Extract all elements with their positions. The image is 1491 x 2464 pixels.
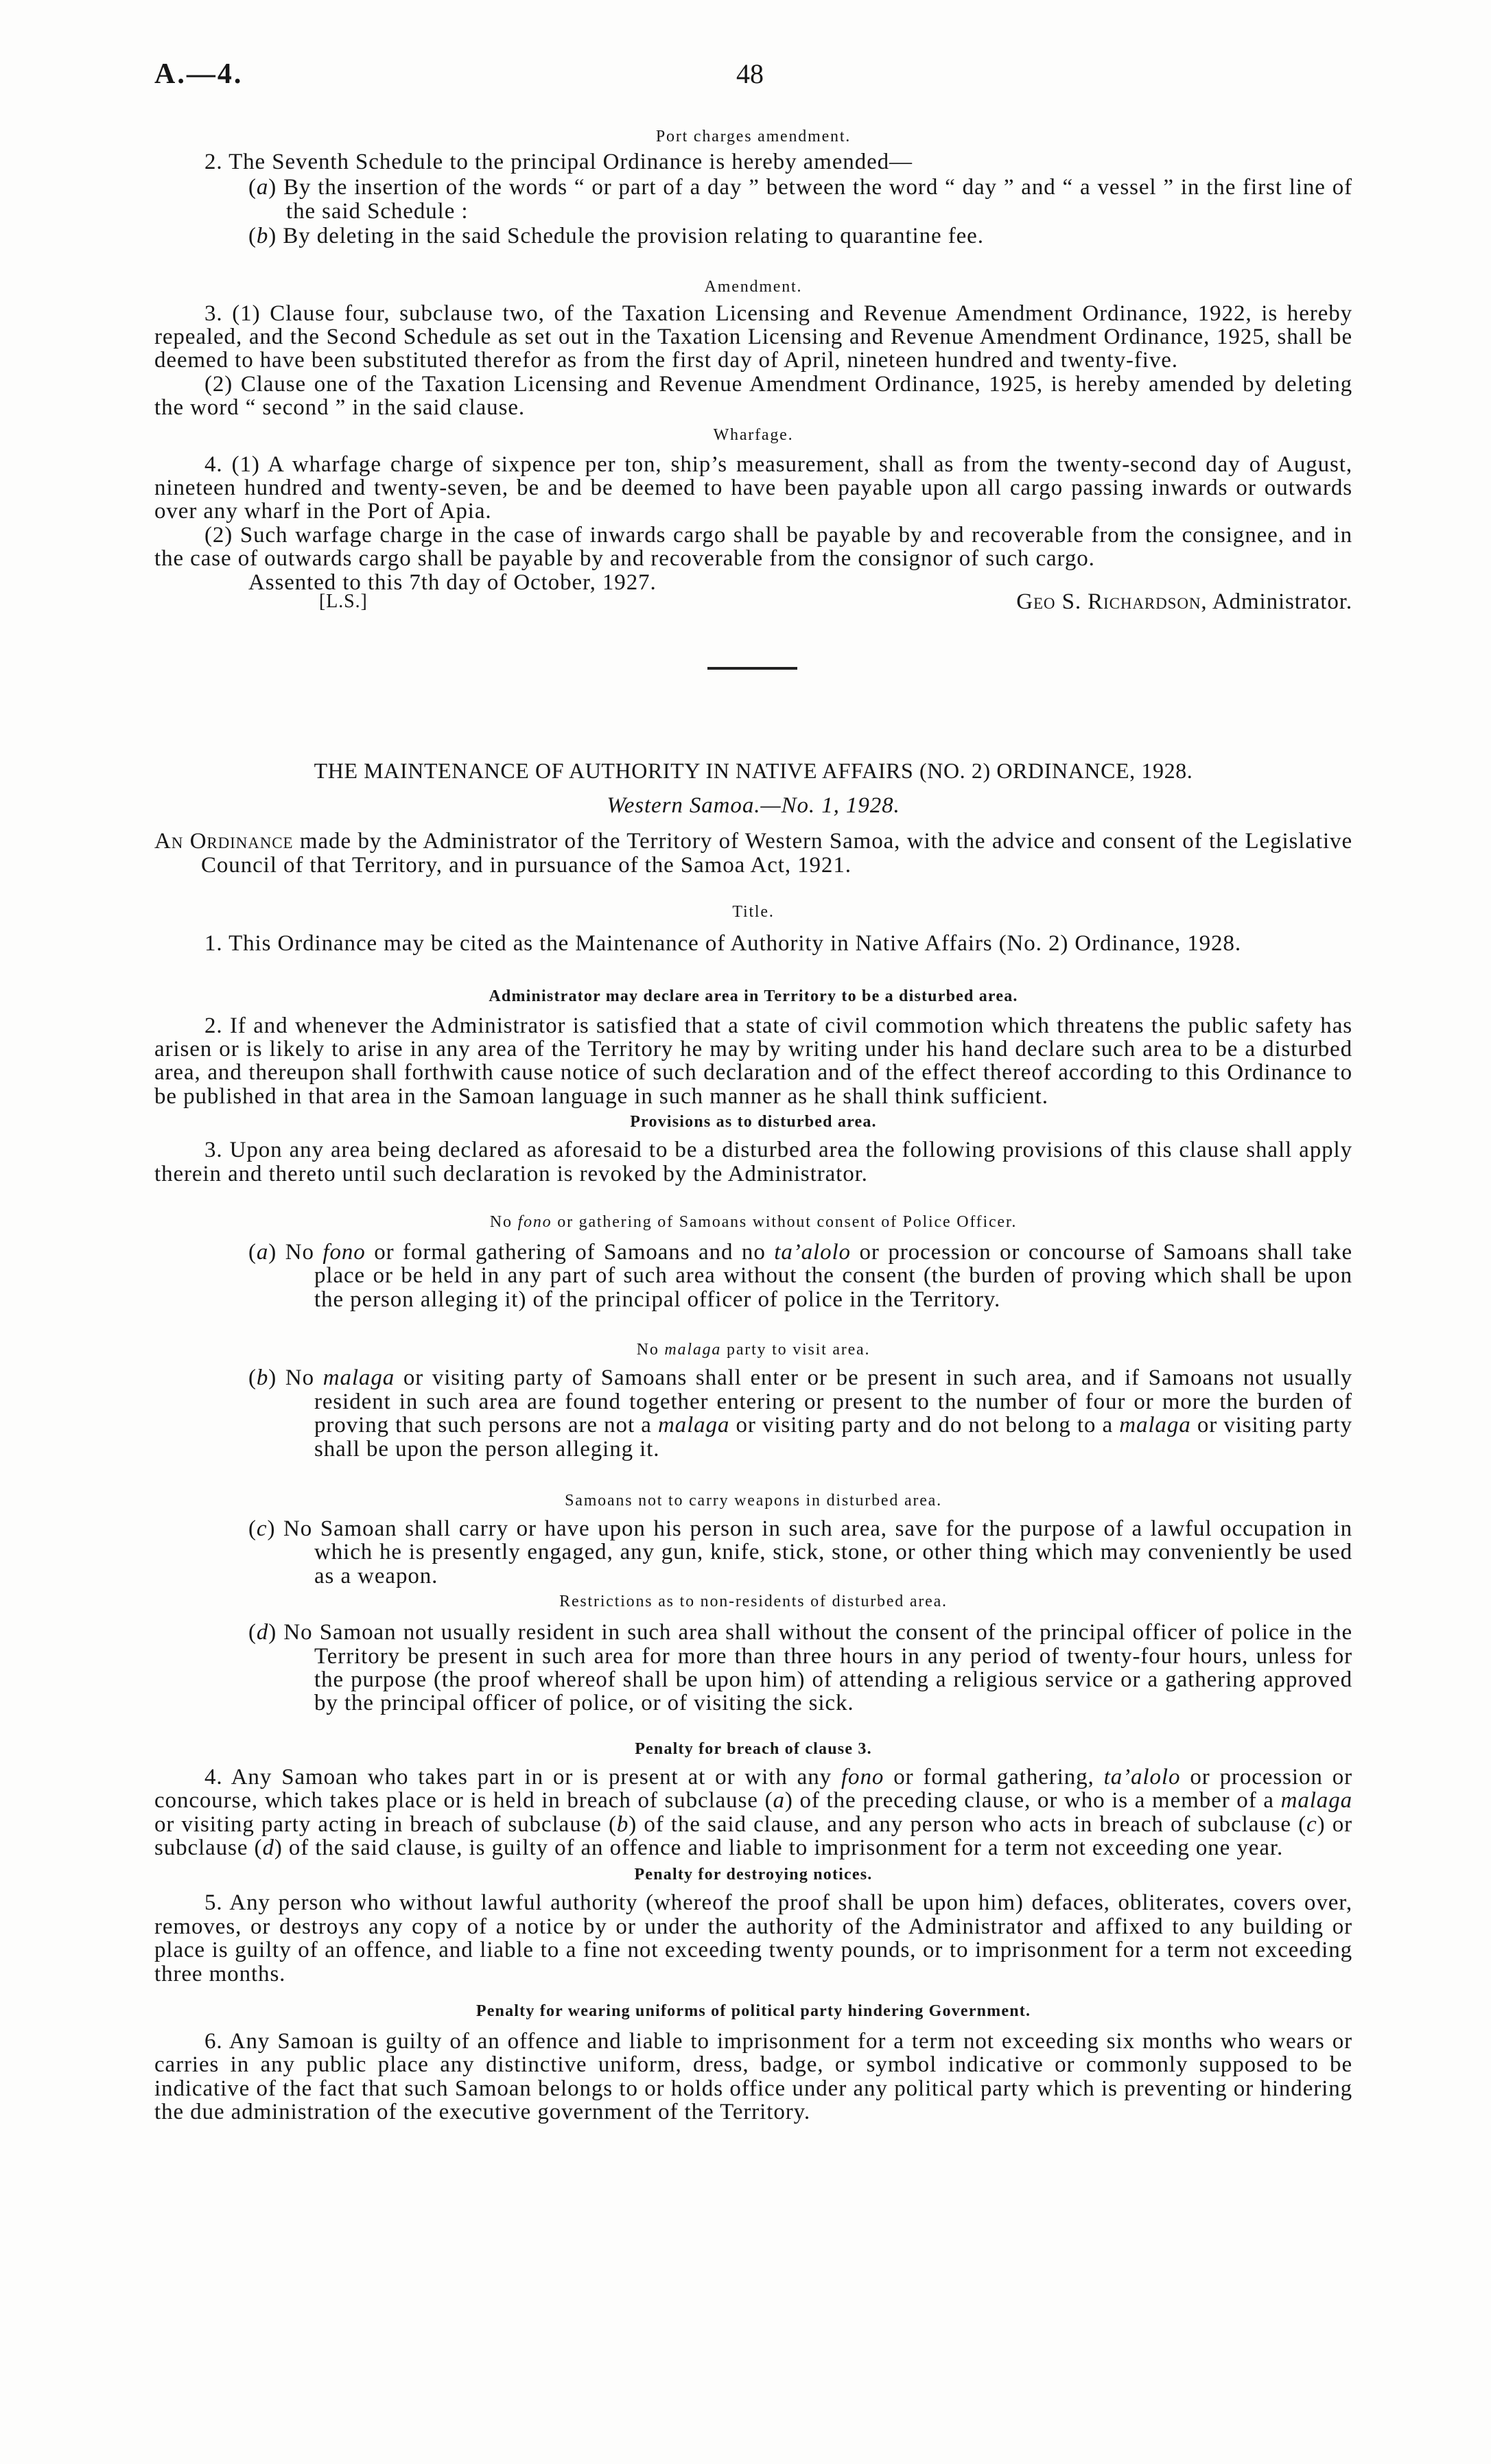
italic-text-run: malaga	[322, 1365, 395, 1391]
page-number: 48	[736, 58, 764, 89]
italic-text-run: ta’alolo	[1103, 1764, 1181, 1790]
italic-text-run: fono	[841, 1764, 884, 1790]
text-run: ) of the preceding clause, or who is a member of a	[784, 1788, 1281, 1814]
italic-text-run: ta’alolo	[774, 1240, 851, 1265]
text-run: ) No Samoan not usually resident in such area shall without the consent of the principal officer of police in the Territory be present in such area for more than three hours in any period of twenty-four hours, unless for the purpose (the proof whereof shall be upon him) of attending a religious service or a gathering approved by the principal officer of police, or of visiting the sick.	[268, 1620, 1352, 1716]
italic-text-run: malaga	[1280, 1788, 1352, 1814]
text-run: ) No	[268, 1240, 323, 1265]
text-run: ) No	[268, 1365, 323, 1391]
document-code: A.—4.	[154, 58, 244, 90]
italic-text-run: malaga	[1119, 1413, 1191, 1438]
small-caps-text-run: Geo S. Richardson	[1016, 589, 1201, 615]
text-run: (	[248, 1620, 257, 1645]
side-heading-subclause-c	[154, 1490, 1352, 1511]
side-heading-wharfage: Wharfage.	[713, 425, 794, 444]
text-run: or visiting party of Samoans shall enter or be present in such area, and if Samoans not usually resident in such area are found together entering or present to the number of four or more the burden of proving that such persons are not a	[314, 1365, 1352, 1438]
subclause-c-paragraph	[154, 1517, 1352, 1588]
signature-row	[154, 589, 1352, 615]
ordinance-title: THE MAINTENANCE OF AUTHORITY IN NATIVE AFFAIRS (NO. 2) ORDINANCE, 1928.	[314, 758, 1193, 783]
text-run: No	[489, 1213, 518, 1232]
subclause-a-paragraph	[154, 1241, 1352, 1311]
text-run: 4. Any Samoan who takes part in or is present at or with any	[204, 1764, 841, 1790]
italic-text-run: a	[256, 175, 269, 200]
text-run: No	[636, 1341, 665, 1359]
clause-4-paragraph	[154, 1765, 1352, 1860]
text-run: ) of the said clause, and any person who acts in breach of subclause (	[629, 1811, 1307, 1837]
italic-text-run: malaga	[657, 1413, 730, 1438]
side-heading-amendment: Amendment.	[704, 277, 803, 296]
text-run: (	[248, 1365, 257, 1391]
text-run: ) or subclause (	[154, 1811, 1352, 1860]
side-heading-clause-1: Title.	[732, 903, 775, 922]
text-run: (	[248, 224, 257, 249]
clause-2-paragraph: 2. If and whenever the Administrator is satisfied that a state of civil commotion which threatens the public safety has arisen or is likely to arise in any area of the Territory he may by writing under his hand declare such area to be a disturbed area, and thereupon shall forthwith cause notice of such declaration and of the effect thereof according to this Ordinance to be published in that area in the Samoan language in such manner as he shall think sufficient.	[154, 1013, 1352, 1109]
ordinance-1928-section	[154, 759, 1352, 2124]
text-run: or visiting party and do not belong to a	[729, 1413, 1120, 1438]
italic-text-run: a	[773, 1788, 785, 1814]
italic-text-run: b	[256, 1365, 269, 1391]
clause-2-paragraph: 2. The Seventh Schedule to the principal Ordinance is hereby amended—	[204, 150, 913, 174]
clause-3-1-paragraph: 3. (1) Clause four, subclause two, of the Taxation Licensing and Revenue Amendment Ordinance, 1922, is hereby repealed, and the Second Schedule as set out in the Taxation Licensing and Revenue Amendment Ordinance, 1925, shall be deemed to have been substituted therefor as from the first day of April, nineteen hundred and twenty-five.	[154, 301, 1352, 373]
text-run: or visiting party shall be upon the person alleging it.	[314, 1413, 1352, 1462]
side-heading-clause-5: Penalty for destroying notices.	[634, 1866, 873, 1884]
schedule-item-a	[154, 176, 1352, 223]
text-run: or gathering of Samoans without consent of Police Officer.	[552, 1213, 1018, 1232]
italic-text-run: d	[262, 1835, 274, 1860]
text-run: or visiting party acting in breach of subclause (	[154, 1811, 617, 1837]
text-run: ) of the said clause, is guilty of an offence and liable to imprisonment for a term not exceeding one year.	[274, 1835, 1284, 1860]
preamble	[154, 830, 1352, 877]
italic-text-run: malaga	[664, 1341, 722, 1359]
text-run: ) By the insertion of the words “ or part of a day ” between the word “ day ” and “ a vessel ” in the first line of the said Schedule :	[268, 175, 1352, 224]
assent-line: Assented to this 7th day of October, 1927.	[248, 570, 657, 595]
text-run: made by the Administrator of the Territory of Western Samoa, with the advice and consent of the Legislative Council of that Territory, and in pursuance of the Samoa Act, 1921.	[201, 829, 1352, 878]
clause-6-paragraph: 6. Any Samoan is guilty of an offence and liable to imprisonment for a term not exceeding six months who wears or carries in any public place any distinctive uniform, dress, badge, or symbol indicative or commonly supposed to be indicative of the fact that such Samoan belongs to or holds office under any political party which is preventing or hindering the due administration of the executive government of the Territory.	[154, 2029, 1352, 2125]
side-heading-clause-6: Penalty for wearing uniforms of political party hindering Government.	[476, 2002, 1031, 2020]
side-heading-subclause-a	[154, 1212, 1352, 1232]
small-caps-text-run: An Ordinance	[154, 829, 294, 854]
text-run: (	[248, 175, 257, 200]
side-heading-subclause-d	[154, 1591, 1352, 1612]
italic-text-run: fono	[322, 1240, 366, 1265]
text-run: party to visit area.	[721, 1341, 871, 1359]
side-heading-clause-3: Provisions as to disturbed area.	[630, 1113, 877, 1131]
text-run: or procession or concourse of Samoans shall take place or be held in any part of such area without the consent (the burden of proving which shall be upon the person alleging it) of the principal officer of police in the Territory.	[314, 1240, 1352, 1312]
side-heading-port-charges: Port charges amendment.	[655, 128, 852, 145]
ordinance-number: Western Samoa.—No. 1, 1928.	[607, 793, 900, 818]
side-heading-clause-2: Administrator may declare area in Territory to be a disturbed area.	[489, 987, 1018, 1005]
administrator-signature	[1016, 589, 1352, 615]
italic-text-run: b	[256, 224, 269, 249]
text-run: , Administrator.	[1201, 589, 1352, 615]
seal-mark: [L.S.]	[319, 591, 368, 613]
clause-5-paragraph: 5. Any person who without lawful authority (whereof the proof shall be upon him) defaces, obliterates, covers over, removes, or destroys any copy of a notice by or under the authority of the Administrator and affixed to any building or place is guilty of an offence, and liable to a fine not exceeding twenty pounds, or to imprisonment for a term not exceeding three months.	[154, 1890, 1352, 1986]
side-heading-subclause-b	[154, 1339, 1352, 1360]
italic-text-run: fono	[517, 1213, 552, 1232]
subclause-b-paragraph	[154, 1366, 1352, 1461]
italic-text-run: b	[616, 1811, 629, 1837]
subclause-d-paragraph	[154, 1621, 1352, 1715]
text-run: (	[248, 1516, 257, 1541]
clause-4-1-paragraph: 4. (1) A wharfage charge of sixpence per ton, ship’s measurement, shall as from the twenty-second day of August, nineteen hundred and twenty-seven, be and be deemed to have been payable upon all cargo passing inwards or outwards over any wharf in the Port of Apia.	[154, 451, 1352, 524]
ordinance-1927-section	[154, 126, 1352, 615]
text-run: ) By deleting in the said Schedule the provision relating to quarantine fee.	[268, 224, 984, 249]
clause-3-2-paragraph: (2) Clause one of the Taxation Licensing and Revenue Amendment Ordinance, 1925, is hereby amended by deleting the word “ second ” in the said clause.	[154, 371, 1352, 421]
clause-4-2-paragraph: (2) Such warfage charge in the case of inwards cargo shall be payable by and recoverable from the consignee, and in the case of outwards cargo shall be payable by and recoverable from the consignor of such cargo.	[154, 522, 1352, 572]
italic-text-run: c	[256, 1516, 268, 1541]
italic-text-run: c	[1306, 1811, 1317, 1837]
schedule-item-b	[154, 224, 1352, 248]
italic-text-run: a	[256, 1240, 269, 1265]
text-run: or formal gathering,	[884, 1764, 1104, 1790]
text-run: (	[248, 1240, 257, 1265]
clause-3-paragraph: 3. Upon any area being declared as aforesaid to be a disturbed area the following provisions of this clause shall apply therein and thereto until such declaration is revoked by the Administrator.	[154, 1138, 1352, 1186]
text-run: Samoans not to carry weapons in disturbed area.	[565, 1491, 942, 1510]
text-run: or procession or concourse, which takes place or is held in breach of subclause (	[154, 1764, 1352, 1814]
side-heading-clause-4: Penalty for breach of clause 3.	[635, 1739, 872, 1758]
clause-1-paragraph: 1. This Ordinance may be cited as the Maintenance of Authority in Native Affairs (No. 2) Ordinance, 1928.	[204, 931, 1241, 957]
section-divider-rule	[707, 667, 797, 670]
italic-text-run: d	[256, 1620, 269, 1645]
text-run: or formal gathering of Samoans and no	[365, 1240, 775, 1265]
text-run: Restrictions as to non-residents of disturbed area.	[559, 1593, 948, 1611]
text-run: ) No Samoan shall carry or have upon his person in such area, save for the purpose of a lawful occupation in which he is presently engaged, any gun, knife, stick, stone, or other thing which may conveniently be used as a weapon.	[267, 1516, 1352, 1588]
